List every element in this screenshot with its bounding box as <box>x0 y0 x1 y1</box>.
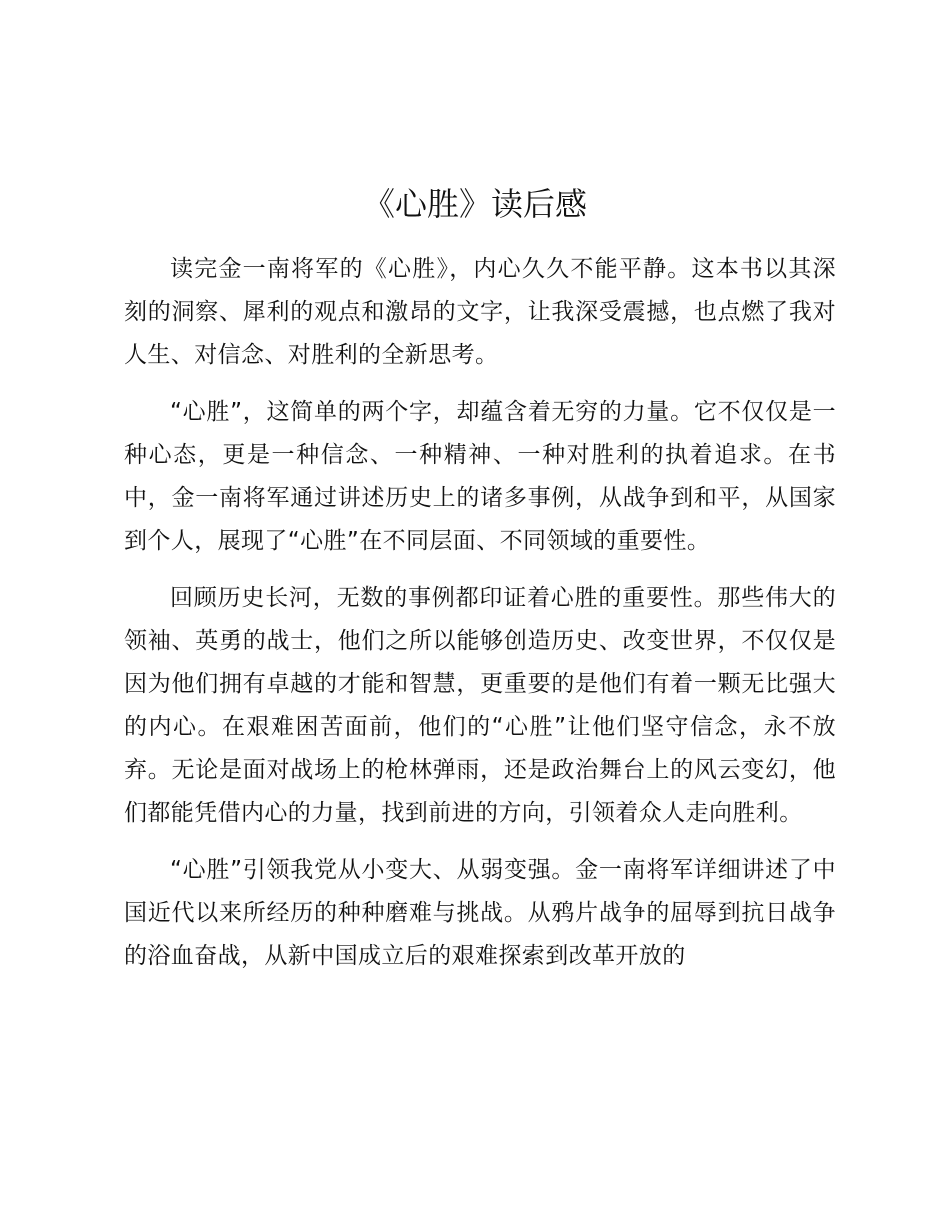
document-body <box>124 248 836 992</box>
document-title: 《心胜》读后感 <box>362 185 587 223</box>
paragraph-4: “心胜”引领我党从小变大、从弱变强。金一南将军详细讲述了中国近代以来所经历的种种磨难与挑战。从鸦片战争的屈辱到抗日战争的浴血奋战，从新中国成立后的艰难探索到改革开放的 <box>124 857 836 969</box>
paragraph-1: 读完金一南将军的《心胜》，内心久久不能平静。这本书以其深刻的洞察、犀利的观点和激昂的文字，让我深受震撼，也点燃了我对人生、对信念、对胜利的全新思考。 <box>124 256 836 368</box>
paragraph-2: “心胜”，这简单的两个字，却蕴含着无穷的力量。它不仅仅是一种心态，更是一种信念、一种精神、一种对胜利的执着追求。在书中，金一南将军通过讲述历史上的诸多事例，从战争到和平，从国家到个人，展现了“心胜”在不同层面、不同领域的重要性。 <box>124 399 836 554</box>
paragraph-3: 回顾历史长河，无数的事例都印证着心胜的重要性。那些伟大的领袖、英勇的战士，他们之所以能够创造历史、改变世界，不仅仅是因为他们拥有卓越的才能和智慧，更重要的是他们有着一颗无比强大的内心。在艰难困苦面前，他们的“心胜”让他们坚守信念，永不放弃。无论是面对战场上的枪林弹雨，还是政治舞台上的风云变幻，他们都能凭借内心的力量，找到前进的方向，引领着众人走向胜利。 <box>124 585 836 826</box>
